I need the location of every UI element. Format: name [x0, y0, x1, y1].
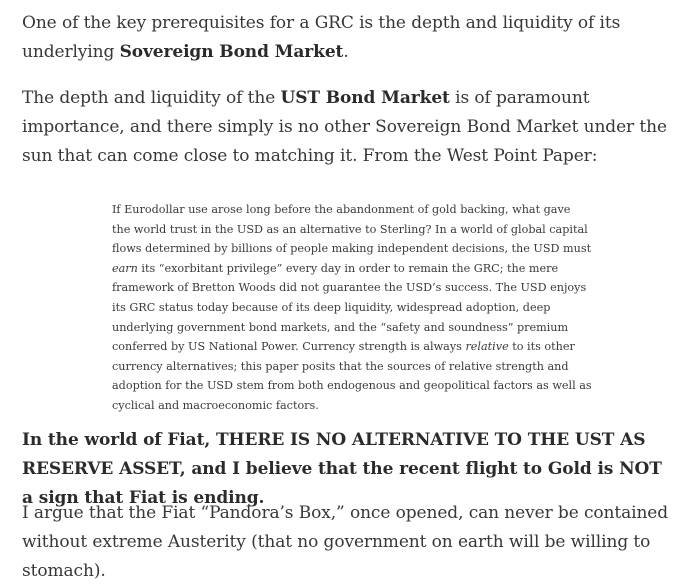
- paragraph-text: The depth and liquidity of the: [22, 88, 281, 108]
- bold-ust-bond-market: UST Bond Market: [280, 88, 450, 108]
- block-quote-west-point-paper: [112, 200, 592, 416]
- quote-text: its “exorbitant privilege” every day in order to remain the GRC; the mere framework of Bretton Woods did not guarantee the USD’s success. The USD enjoys its GRC status today because of its deep liquidity, widespread adoption, deep underlying government bond markets, and the “safety and soundness” premium conferred by US National Power. Currency strength is always: [112, 261, 587, 354]
- bold-sovereign-bond-market: Sovereign Bond Market: [119, 42, 344, 62]
- quote-emphasis-relative: relative: [465, 340, 509, 354]
- paragraph-text: is of paramount importance, and there simply is no other Sovereign Bond Market under the sun that can come close to matching it. From the West Point Paper:: [22, 88, 667, 166]
- quote-emphasis-earn: earn: [112, 261, 138, 275]
- paragraph-bold-statement: In the world of Fiat, THERE IS NO ALTERNATIVE TO THE UST AS RESERVE ASSET, and I believe that the recent flight to Gold is NOT a sign that Fiat is ending.: [22, 430, 662, 508]
- paragraph-grc-prerequisites: [22, 9, 672, 67]
- quote-text: to its other currency alternatives; this paper posits that the sources of relative strength and adoption for the USD stem from both endogenous and geopolitical factors as well as cyclical and macroeconomic factors.: [112, 340, 592, 412]
- paragraph-pandoras-box: I argue that the Fiat “Pandora’s Box,” once opened, can never be contained without extreme Austerity (that no government on earth will be willing to stomach).: [22, 503, 669, 581]
- paragraph-text: One of the key prerequisites for a GRC is the depth and liquidity of its underlying: [22, 13, 621, 62]
- paragraph-text: .: [343, 42, 349, 62]
- paragraph-ust-bond-market: [22, 84, 672, 171]
- quote-text: If Eurodollar use arose long before the abandonment of gold backing, what gave the world trust in the USD as an alternative to Sterling? In a world of global capital flows determined by billions of people making independent decisions, the USD must: [112, 203, 592, 256]
